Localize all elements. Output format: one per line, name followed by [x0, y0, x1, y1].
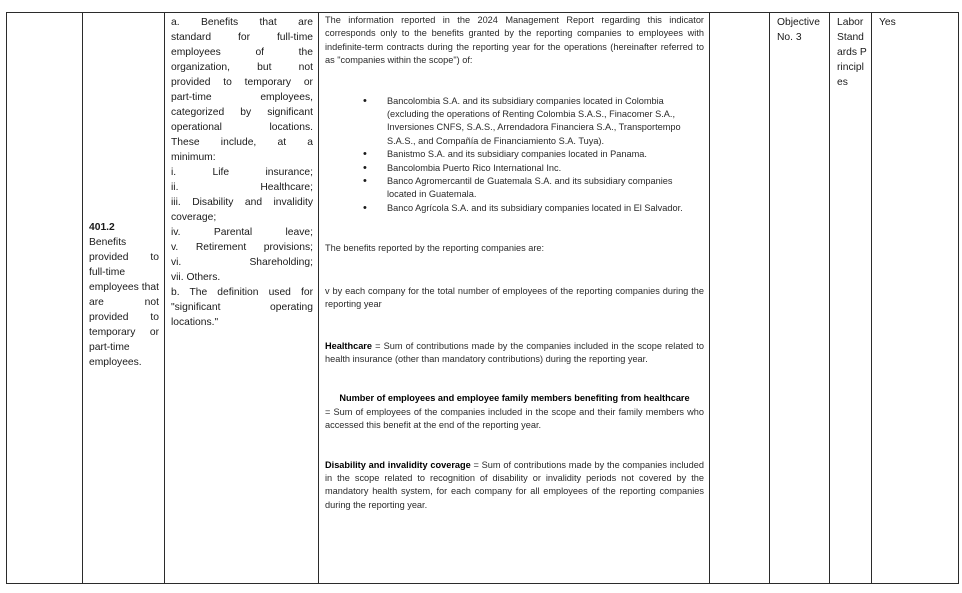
requirement-line: i. Life insurance;: [171, 167, 313, 178]
company-list: [325, 95, 704, 216]
requirement-line: ii. Healthcare;: [171, 182, 313, 193]
requirement-line: vi. Shareholding;: [171, 257, 313, 268]
assurance-value: Yes: [879, 17, 896, 28]
requirement-line: provided to temporary or: [171, 77, 313, 88]
company-item: • Bancolombia S.A. and its subsidiary companies located in Colombia (excluding the operations of Renting Colombia S.A.S., Finacomer S.A., Inversiones CNFS, S.A.S., Arrendadora Financiera S.A., Transportempo S.A.S., and Compañía de Financiamiento S.A. Tuya).: [387, 95, 704, 149]
requirement-line: v. Retirement provisions;: [171, 242, 313, 253]
requirement-line: vii. Others.: [171, 272, 221, 283]
company-item: • Banco Agrícola S.A. and its subsidiary companies located in El Salvador.: [387, 202, 704, 215]
requirements-text: [171, 15, 313, 330]
requirement-line: operational locations.: [171, 122, 313, 133]
scope-intro: The information reported in the 2024 Management Report regarding this indicator corresponds only to the benefits granted by the reporting companies to employees with indefinite-term contracts during the reporting year for the operations (hereinafter referred to as "companies within the scope") of:: [325, 15, 704, 66]
healthcare-label: Healthcare: [325, 340, 372, 351]
company-item: • Bancolombia Puerto Rico International Inc.: [387, 162, 704, 175]
requirement-line: part-time employees,: [171, 92, 313, 103]
requirement-line: organization, but not: [171, 62, 313, 73]
requirement-line: "significant operating: [171, 302, 313, 313]
company-item: • Banco Agromercantil de Guatemala S.A. and its subsidiary companies located in Guatemala.: [387, 175, 704, 202]
blank-column-2: [710, 13, 770, 583]
requirement-line: minimum:: [171, 152, 216, 163]
methodology-content: [325, 14, 704, 512]
indicator-title: Benefits provided to full-time employees that are not provided to temporary or part-time employees.: [89, 237, 159, 368]
v-text: v by each company for the total number of employees of the reporting companies during the reporting year: [325, 285, 704, 310]
indicator-code: 401.2: [89, 222, 115, 233]
requirements-cell: [165, 13, 319, 583]
requirement-line: locations.": [171, 317, 219, 328]
beneficiaries-label: Number of employees and employee family members benefiting from healthcare: [339, 393, 690, 404]
gri-indicator-table: [6, 12, 959, 584]
principle-cell: [830, 13, 872, 583]
requirement-line: a. Benefits that are: [171, 17, 313, 28]
beneficiaries-text: = Sum of employees of the companies included in the scope and their family members who accessed this benefit at the end of the reporting year.: [325, 406, 704, 431]
objective-text: Objective No. 3: [777, 17, 820, 43]
requirement-line: iii. Disability and invalidity: [171, 197, 313, 208]
requirement-line: These include, at a: [171, 137, 313, 148]
assurance-cell: [872, 13, 959, 583]
requirement-line: standard for full-time: [171, 32, 313, 43]
disability-label: Disability and invalidity coverage: [325, 459, 471, 470]
requirement-line: coverage;: [171, 212, 217, 223]
requirement-line: iv. Parental leave;: [171, 227, 313, 238]
blank-column: [7, 13, 83, 583]
beneficiaries-item: [325, 392, 704, 432]
benefits-intro: The benefits reported by the reporting companies are:: [325, 243, 545, 254]
objective-cell: [770, 13, 830, 583]
indicator-cell: [83, 13, 165, 583]
requirement-line: b. The definition used for: [171, 287, 313, 298]
requirement-line: employees of the: [171, 47, 313, 58]
disability-item: [325, 459, 704, 513]
company-item: • Banistmo S.A. and its subsidiary companies located in Panama.: [387, 148, 704, 161]
requirement-line: categorized by significant: [171, 107, 313, 118]
healthcare-item: [325, 340, 704, 367]
healthcare-text: = Sum of contributions made by the companies included in the scope related to health insurance (other than mandatory contributions) during the reporting year.: [325, 340, 704, 364]
indicator-content: [89, 220, 159, 370]
disability-text: = Sum of contributions made by the companies included in the scope related to recognition of disability or invalidity periods not covered by the mandatory health system, for each company for all employees of the reporting companies during the reporting year.: [325, 459, 704, 510]
principle-text: Labor Standards Principles: [837, 17, 867, 88]
methodology-cell: [319, 13, 710, 583]
